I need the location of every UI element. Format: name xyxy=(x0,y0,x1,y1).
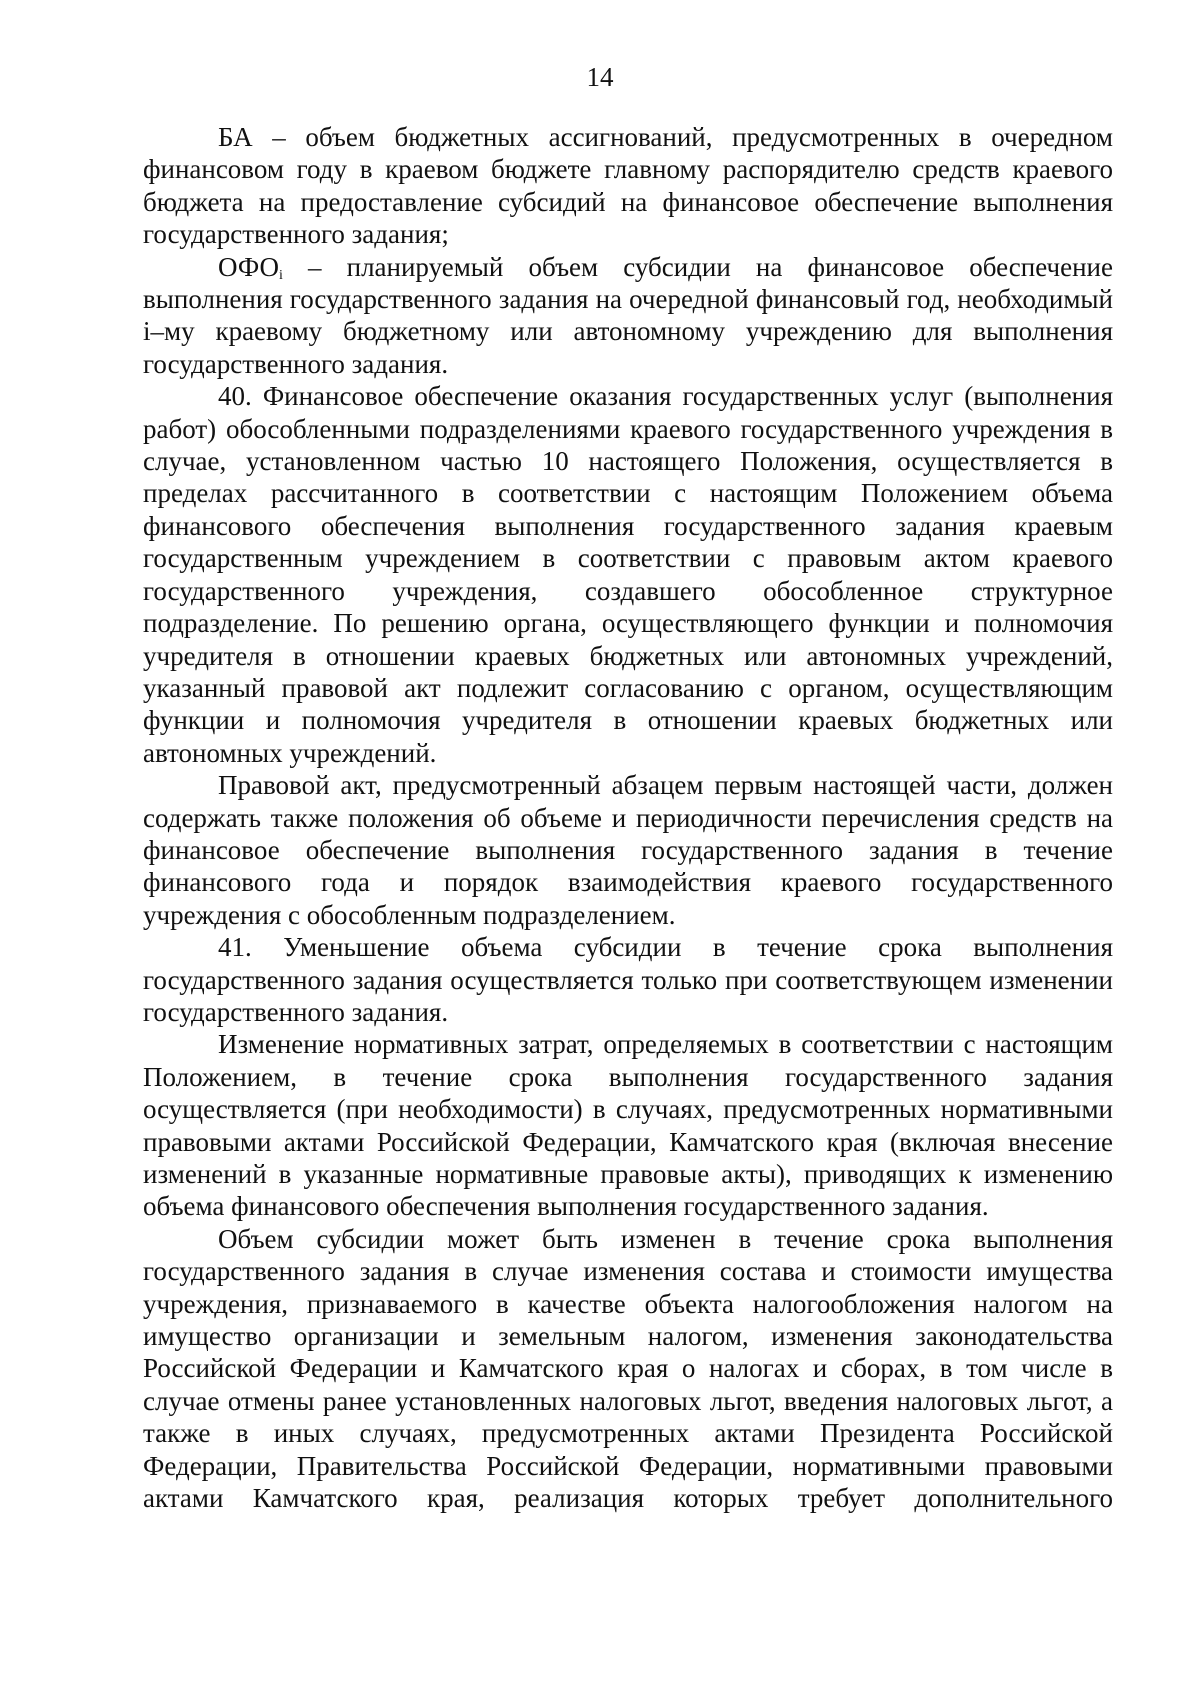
ofo-definition-text: – планируемый объем субсидии на финансовое обеспечение выполнения государственного задания на очередной финансовый год, необходимый i–му краевому бюджетному или автономному учреждению для выполнения государственного задания. xyxy=(143,251,1113,379)
paragraph-section-40: 40. Финансовое обеспечение оказания государственных услуг (выполнения работ) обособленными подразделениями краевого государственного учреждения в случае, установленном частью 10 настоящего Положения, осуществляется в пределах рассчитанного в соответствии с настоящим Положением объема финансового обеспечения выполнения государственного задания краевым государственным учреждением в соответствии с правовым актом краевого государственного учреждения, создавшего обособленное структурное подразделение. По решению органа, осуществляющего функции и полномочия учредителя в отношении краевых бюджетных или автономных учреждений, указанный правовой акт подлежит согласованию с органом, осуществляющим функции и полномочия учредителя в отношении краевых бюджетных или автономных учреждений. xyxy=(143,381,1113,768)
ofo-symbol: ОФО xyxy=(218,251,279,282)
paragraph-ofo-definition xyxy=(143,251,1113,381)
document-body xyxy=(143,121,1113,1514)
paragraph-ba-definition: БА – объем бюджетных ассигнований, предусмотренных в очередном финансовом году в краевом бюджете главному распорядителю средств краевого бюджета на предоставление субсидий на финансовое обеспечение выполнения государственного задания; xyxy=(143,122,1113,250)
paragraph-legal-act-content: Правовой акт, предусмотренный абзацем первым настоящей части, должен содержать также положения об объеме и периодичности перечисления средств на финансовое обеспечение выполнения государственного задания в течение финансового года и порядок взаимодействия краевого государственного учреждения с обособленным подразделением. xyxy=(143,770,1113,930)
ofo-subscript: i xyxy=(279,267,283,283)
page-number: 14 xyxy=(586,62,614,92)
paragraph-section-41: 41. Уменьшение объема субсидии в течение срока выполнения государственного задания осуществляется только при соответствующем изменении государственного задания. xyxy=(143,932,1113,1027)
paragraph-subsidy-change: Объем субсидии может быть изменен в течение срока выполнения государственного задания в случае изменения состава и стоимости имущества учреждения, признаваемого в качестве объекта налогообложения налогом на имущество организации и земельным налогом, изменения законодательства Российской Федерации и Камчатского края о налогах и сборах, в том числе в случае отмены ранее установленных налоговых льгот, введения налоговых льгот, а также в иных случаях, предусмотренных актами Президента Российской Федерации, Правительства Российской Федерации, нормативными правовыми актами Камчатского края, реализация которых требует дополнительного xyxy=(143,1223,1113,1514)
paragraph-normative-costs-change: Изменение нормативных затрат, определяемых в соответствии с настоящим Положением, в течение срока выполнения государственного задания осуществляется (при необходимости) в случаях, предусмотренных нормативными правовыми актами Российской Федерации, Камчатского края (включая внесение изменений в указанные нормативные правовые акты), приводящих к изменению объема финансового обеспечения выполнения государственного задания. xyxy=(143,1029,1113,1222)
